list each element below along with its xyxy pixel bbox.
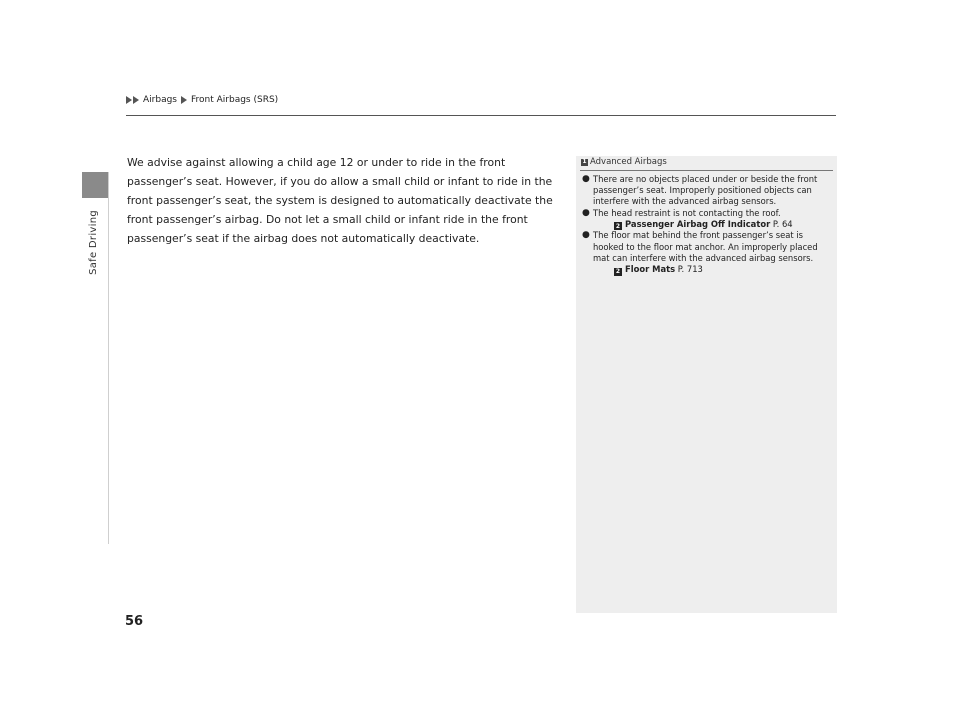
- reference-title: Passenger Airbag Off Indicator: [625, 218, 771, 229]
- reference-page: P. 64: [772, 218, 793, 229]
- reference-arrow-icon: 2: [615, 222, 621, 230]
- cross-reference-link[interactable]: [593, 264, 829, 276]
- note-title: [581, 157, 667, 167]
- note-divider: [580, 170, 833, 171]
- cross-reference-link[interactable]: [593, 219, 829, 231]
- breadcrumb-item-front-airbags[interactable]: Front Airbags (SRS): [191, 95, 279, 105]
- body-paragraph: We advise against allowing a child age 12 or under to ride in the front passenger’s seat. However, if you do allow a small child or infant to ride in the front passenger’s seat, the system is designed to automatically deactivate the front passenger’s airbag. Do not let a small child or infant ride in the front passenger’s seat if the airbag does not automatically deactivate.: [127, 156, 553, 245]
- note-title-text: Advanced Airbags: [590, 157, 667, 167]
- note-item: ● There are no objects placed under or beside the front passenger’s seat. Improperly positioned objects can interfere with the advanced airbag sensors.: [582, 174, 818, 207]
- bullet-icon: ●: [582, 174, 590, 184]
- section-tab-marker: [82, 172, 109, 198]
- section-tab-line: [108, 172, 109, 544]
- breadcrumb-arrow-icon: [133, 96, 139, 104]
- breadcrumb: [126, 95, 282, 105]
- reference-page: P. 713: [677, 264, 703, 275]
- note-item: ● The head restraint is not contacting the roof. 2 Passenger Airbag Off Indicator P. 64: [581, 208, 829, 231]
- bullet-icon: ●: [582, 207, 590, 218]
- breadcrumb-item-airbags[interactable]: Airbags: [143, 95, 177, 105]
- note-item: ● The floor mat behind the front passenger’s seat is hooked to the floor mat anchor. An improperly placed mat can interfere with the advanced airbag sensors. 2 Floor Mats P. 713: [581, 230, 829, 275]
- breadcrumb-arrow-icon: [181, 96, 187, 104]
- sidebar-note-panel: [576, 156, 837, 613]
- breadcrumb-arrow-icon: [126, 96, 132, 104]
- header-divider: [126, 115, 836, 116]
- reference-arrow-icon: 2: [615, 268, 621, 276]
- note-marker-icon: 1: [582, 158, 587, 165]
- note-list: [581, 174, 829, 276]
- bullet-icon: ●: [582, 230, 590, 241]
- page-number: 56: [125, 614, 144, 629]
- reference-title: Floor Mats: [625, 264, 676, 275]
- section-label: Safe Driving: [88, 210, 99, 275]
